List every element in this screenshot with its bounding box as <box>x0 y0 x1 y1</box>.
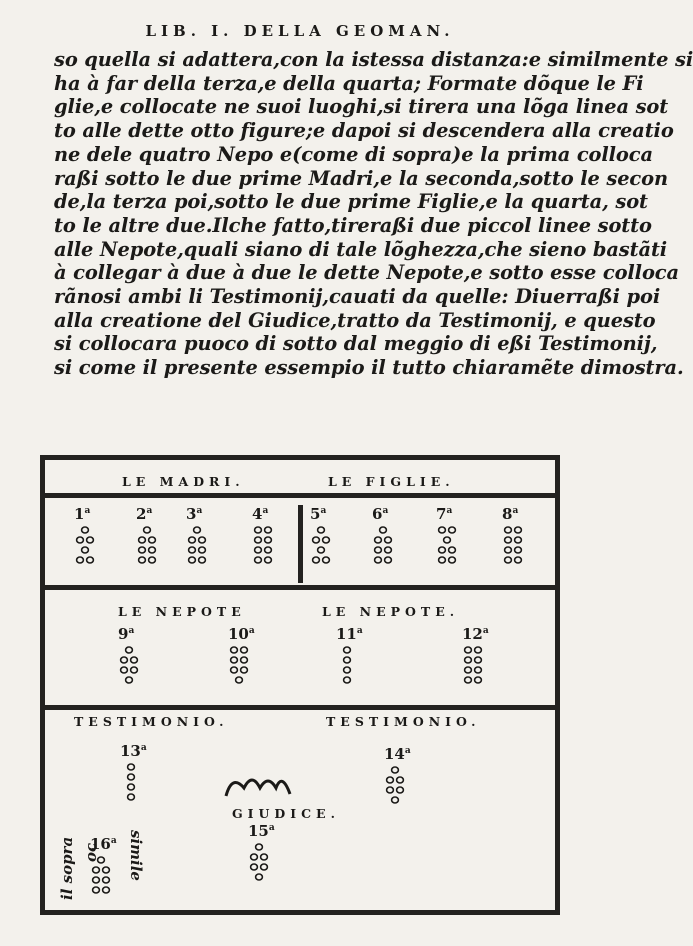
figure-dots <box>186 525 216 569</box>
text-line: rãnosi ambi li Testimonij,cauati da quelle: Diuerraßi poi <box>54 285 661 309</box>
dot <box>231 657 238 663</box>
dot <box>256 844 263 850</box>
figure-ordinal: 16$^a$ <box>90 835 117 853</box>
nepote-label-left: LE NEPOTE <box>118 604 246 619</box>
dot <box>344 677 351 683</box>
dot <box>261 854 268 860</box>
figure-ordinal: 9$^a$ <box>118 625 135 643</box>
side-note-mid: simile <box>127 830 145 881</box>
running-head: LIB. I. DELLA GEOMAN. <box>145 22 455 40</box>
dot <box>251 864 258 870</box>
dot <box>121 667 128 673</box>
figure-ordinal: 1$^a$ <box>74 505 91 523</box>
dot <box>199 557 206 563</box>
dot <box>255 527 262 533</box>
text-line: raßi sotto le due prime Madri,e la seconda,sotto le secon <box>54 166 668 190</box>
dot <box>344 657 351 663</box>
dot <box>515 527 522 533</box>
dot <box>93 887 100 893</box>
dot <box>265 557 272 563</box>
figlie-label: LE FIGLIE. <box>328 474 455 489</box>
figure-ordinal: 6$^a$ <box>372 505 389 523</box>
dot <box>344 667 351 673</box>
figure-dots <box>336 645 366 689</box>
dot <box>323 557 330 563</box>
dot <box>103 877 110 883</box>
dot <box>241 647 248 653</box>
dot <box>128 784 135 790</box>
dot <box>375 547 382 553</box>
dot <box>475 667 482 673</box>
dot <box>265 547 272 553</box>
dot <box>77 537 84 543</box>
dot <box>475 657 482 663</box>
figure-ordinal: 12$^a$ <box>462 625 489 643</box>
figure-ordinal: 11$^a$ <box>336 625 363 643</box>
dot <box>144 527 151 533</box>
text-line: ha à far della terza,e della quarta; Formate dõque le Fi <box>54 71 644 95</box>
dot <box>103 867 110 873</box>
dot <box>375 537 382 543</box>
dot <box>82 547 89 553</box>
dot <box>313 557 320 563</box>
dot <box>189 557 196 563</box>
dot <box>380 527 387 533</box>
chart-rule <box>40 705 560 710</box>
figure-dots <box>372 525 402 569</box>
dot <box>475 647 482 653</box>
dot <box>93 877 100 883</box>
dot <box>397 787 404 793</box>
figure-dots <box>120 762 150 806</box>
figure-dots <box>384 765 414 809</box>
figure-dots <box>90 855 120 899</box>
testimonio-left-label: TESTIMONIO. <box>74 714 229 729</box>
text-line: si come il presente essempio il tutto chiaramẽte dimostra. <box>54 356 684 380</box>
figure-dots <box>502 525 532 569</box>
dot <box>261 864 268 870</box>
dot <box>385 537 392 543</box>
figure-ordinal: 15$^a$ <box>248 822 275 840</box>
text-line: to le altre due.Ilche fatto,tireraßi due piccol linee sotto <box>54 213 652 237</box>
madri-label: LE MADRI. <box>122 474 245 489</box>
dot <box>444 537 451 543</box>
dot <box>387 777 394 783</box>
dot <box>505 547 512 553</box>
dot <box>149 557 156 563</box>
dot <box>475 677 482 683</box>
dot <box>505 537 512 543</box>
nepote-label-right: LE NEPOTE. <box>322 604 460 619</box>
dot <box>449 557 456 563</box>
dot <box>465 647 472 653</box>
side-note-oc: oc <box>82 842 100 862</box>
dot <box>439 557 446 563</box>
text-line: to alle dette otto figure;e dapoi si descendera alla creatio <box>54 119 674 143</box>
dot <box>265 537 272 543</box>
dot <box>126 677 133 683</box>
figure-dots <box>252 525 282 569</box>
text-line: de,la terza poi,sotto le due prime Figlie,e la quarta, sot <box>54 190 648 214</box>
text-line: à collegar à due à due le dette Nepote,e sotto esse colloca <box>54 261 679 285</box>
dot <box>87 557 94 563</box>
figure-dots <box>118 645 148 689</box>
dot <box>98 857 105 863</box>
chart-rule <box>298 505 303 583</box>
figure-dots <box>462 645 492 689</box>
dot <box>439 547 446 553</box>
dot <box>149 537 156 543</box>
text-line: glie,e collocate ne suoi luoghi,si tirera una lõga linea sot <box>54 95 669 119</box>
text-line: so quella si adattera,con la istessa distanza:e similmente si <box>54 48 693 71</box>
dot <box>128 794 135 800</box>
dot <box>121 657 128 663</box>
text-line: ne dele quatro Nepo e(come di sopra)e la prima colloca <box>54 142 653 166</box>
dot <box>87 537 94 543</box>
dot <box>439 527 446 533</box>
dot <box>189 537 196 543</box>
dot <box>77 557 84 563</box>
figure-ordinal: 10$^a$ <box>228 625 255 643</box>
dot <box>194 527 201 533</box>
dot <box>241 667 248 673</box>
dot <box>465 657 472 663</box>
text-line: si collocara puoco di sotto dal meggio di eßi Testimonij, <box>54 332 658 356</box>
dot <box>139 547 146 553</box>
figure-dots <box>310 525 340 569</box>
figure-ordinal: 3$^a$ <box>186 505 203 523</box>
dot <box>236 677 243 683</box>
text-line: alla creatione del Giudice,tratto da Testimonij, e questo <box>54 308 656 332</box>
side-note-left: il sopra <box>58 836 76 900</box>
dot <box>231 667 238 673</box>
dot <box>385 547 392 553</box>
dot <box>139 537 146 543</box>
dot <box>199 547 206 553</box>
dot <box>128 774 135 780</box>
dot <box>93 867 100 873</box>
figure-dots <box>228 645 258 689</box>
dot <box>318 527 325 533</box>
dot <box>318 547 325 553</box>
dot <box>265 527 272 533</box>
dot <box>392 767 399 773</box>
dot <box>149 547 156 553</box>
dot <box>505 557 512 563</box>
dot <box>189 547 196 553</box>
figure-ordinal: 2$^a$ <box>136 505 153 523</box>
dot <box>505 527 512 533</box>
chart-rule <box>40 493 560 498</box>
dot <box>397 777 404 783</box>
giudice-label: GIUDICE. <box>232 806 340 821</box>
dot <box>131 657 138 663</box>
figure-ordinal: 7$^a$ <box>436 505 453 523</box>
dot <box>449 527 456 533</box>
dot <box>199 537 206 543</box>
figure-ordinal: 14$^a$ <box>384 745 411 763</box>
figure-ordinal: 4$^a$ <box>252 505 269 523</box>
dot <box>344 647 351 653</box>
figure-ordinal: 5$^a$ <box>310 505 327 523</box>
dot <box>82 527 89 533</box>
dot <box>255 557 262 563</box>
dot <box>392 797 399 803</box>
dot <box>251 854 258 860</box>
dot <box>241 657 248 663</box>
crown-ornament <box>222 770 294 798</box>
figure-dots <box>248 842 278 886</box>
chart-rule <box>40 585 560 590</box>
dot <box>465 667 472 673</box>
dot <box>231 647 238 653</box>
dot <box>131 667 138 673</box>
figure-ordinal: 13$^a$ <box>120 742 147 760</box>
dot <box>139 557 146 563</box>
dot <box>103 887 110 893</box>
figure-dots <box>74 525 104 569</box>
dot <box>126 647 133 653</box>
dot <box>256 874 263 880</box>
figure-ordinal: 8$^a$ <box>502 505 519 523</box>
text-line: alle Nepote,quali siano di tale lõghezza,che sieno bastãti <box>54 237 668 261</box>
dot <box>387 787 394 793</box>
dot <box>128 764 135 770</box>
dot <box>255 547 262 553</box>
dot <box>515 557 522 563</box>
testimonio-right-label: TESTIMONIO. <box>326 714 481 729</box>
figure-dots <box>136 525 166 569</box>
dot <box>255 537 262 543</box>
dot <box>449 547 456 553</box>
dot <box>375 557 382 563</box>
body-text <box>54 48 693 380</box>
figure-dots <box>436 525 466 569</box>
dot <box>515 547 522 553</box>
dot <box>465 677 472 683</box>
dot <box>323 537 330 543</box>
dot <box>515 537 522 543</box>
dot <box>385 557 392 563</box>
dot <box>313 537 320 543</box>
